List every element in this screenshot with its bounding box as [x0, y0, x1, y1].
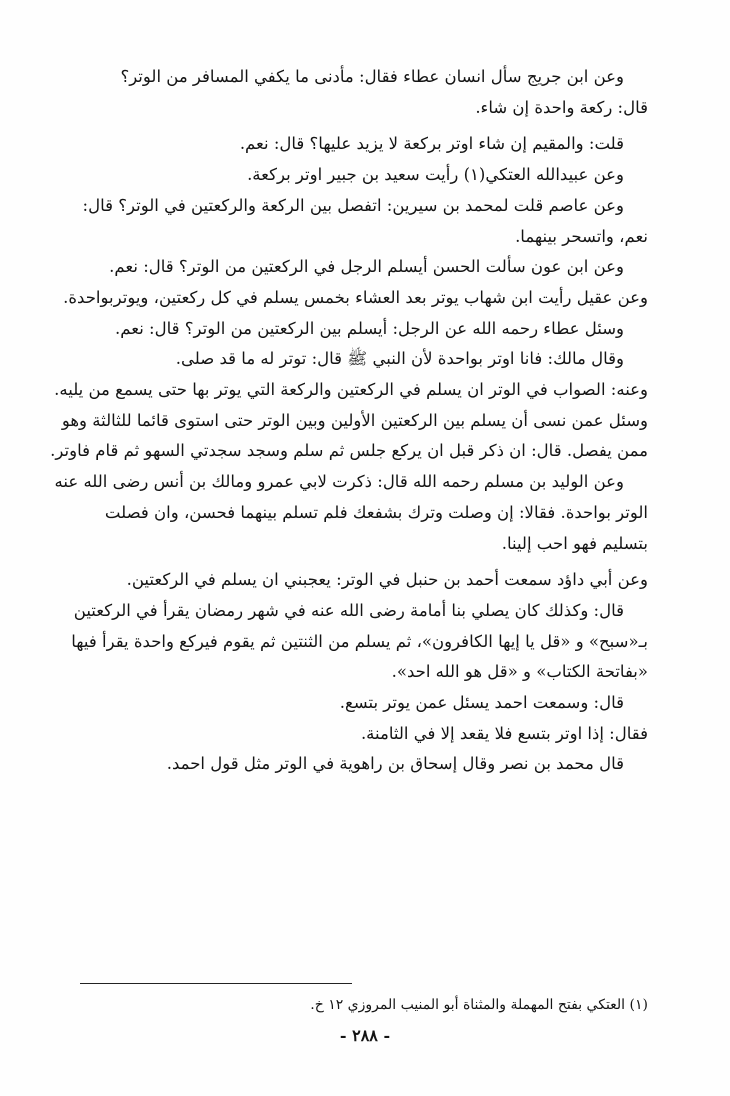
text-line: قال: وسمعت احمد يسئل عمن يوتر بتسع. [339, 693, 624, 713]
text-line: «بفاتحة الكتاب» و «قل هو الله احد». [391, 662, 648, 682]
text-line: الوتر بواحدة. فقالا: إن وصلت وترك بشفعك فلم تسلم بينهما فحسن، وان فصلت [104, 502, 648, 522]
main-text [40, 62, 648, 780]
text-line: وسئل عطاء رحمه الله عن الرجل: أيسلم بين الركعتين من الوتر؟ قال: نعم. [115, 318, 624, 338]
text-line: وعن عاصم قلت لمحمد بن سيرين: اتفصل بين الركعة والركعتين في الوتر؟ قال: [82, 195, 624, 215]
text-line: وعن ابن جريج سأل انسان عطاء فقال: مأدنى ما يكفي المسافر من الوتر؟ [120, 67, 624, 86]
text-line: قال: ركعة واحدة إن شاء. [475, 97, 648, 117]
text-line: وعن أبي داؤد سمعت أحمد بن حنبل في الوتر: يعجبني ان يسلم في الركعتين. [126, 570, 648, 590]
text-line: وعنه: الصواب في الوتر ان يسلم في الركعتين والركعة التي يوتر بها حتى يسمع من يليه. [54, 380, 648, 400]
page-number: - ٢٨٨ - [339, 1026, 391, 1045]
footnote-divider [80, 983, 352, 984]
text-line: وقال مالك: فانا اوتر بواحدة لأن النبي ﷺ قال: توتر له ما قد صلى. [175, 349, 624, 369]
text-line: قال: وكذلك كان يصلي بنا أمامة رضى الله عنه في شهر رمضان يقرأ في الركعتين [73, 600, 624, 620]
text-line: وعن عقيل رأيت ابن شهاب يوتر بعد العشاء بخمس يسلم في كل ركعتين، ويوتربواحدة. [63, 287, 648, 307]
text-line: وعن عبيدالله العتكي(١) رأيت سعيد بن جبير اوتر بركعة. [247, 165, 624, 185]
text-line: وعن الوليد بن مسلم رحمه الله قال: ذكرت لابي عمرو ومالك بن أنس رضى الله عنه [54, 472, 624, 492]
text-line: قلت: والمقيم إن شاء اوتر بركعة لا يزيد عليها؟ قال: نعم. [239, 134, 624, 154]
footnote: (١) العتكي بفتح المهملة والمثناة أبو المنيب المروزي ١٢ خ. [310, 997, 648, 1013]
text-line: ممن يفصل. قال: ان ذكر قبل ان يركع جلس ثم سلم وسجد سجدتي السهو ثم قام فاوتر. [50, 441, 648, 461]
text-line: نعم، واتسحر بينهما. [515, 226, 648, 246]
text-line: وسئل عمن نسى أن يسلم بين الركعتين الأولين وبين الوتر حتى استوى قائما للثالثة وهو [61, 410, 648, 430]
text-line: بتسليم فهو احب إلينا. [501, 533, 648, 553]
text-line: قال محمد بن نصر وقال إسحاق بن راهوية في الوتر مثل قول احمد. [166, 754, 624, 774]
text-line: وعن ابن عون سألت الحسن أيسلم الرجل في الركعتين من الوتر؟ قال: نعم. [109, 257, 624, 277]
text-line: فقال: إذا اوتر بتسع فلا يقعد إلا في الثامنة. [360, 723, 648, 743]
text-line: بـ«سبح» و «قل يا إيها الكافرون»، ثم يسلم من الثنتين ثم يقوم فيركع واحدة يقرأ فيها [71, 631, 648, 651]
